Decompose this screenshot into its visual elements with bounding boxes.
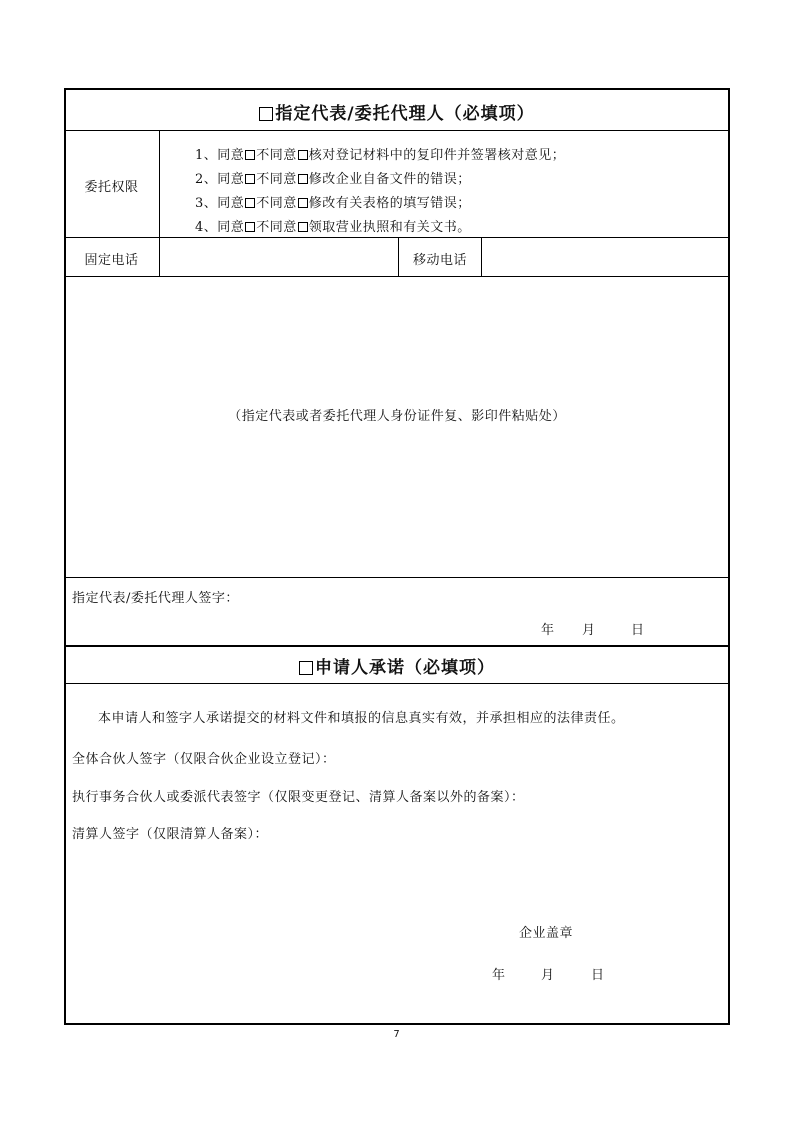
authority-item: 2、同意 不同意 修改企业自备文件的错误；	[195, 172, 471, 187]
promise-section-title	[64, 653, 730, 678]
agree-checkbox[interactable]	[245, 150, 255, 160]
authority-item: 4、同意 不同意 领取营业执照和有关文书。	[195, 220, 471, 235]
rule-above-promise-title	[64, 645, 730, 647]
disagree-checkbox[interactable]	[298, 150, 308, 160]
agree-checkbox[interactable]	[245, 222, 255, 232]
authority-item: 3、同意 不同意 修改有关表格的填写错误；	[195, 196, 471, 211]
agree-checkbox[interactable]	[245, 174, 255, 184]
liquidator-signature-label: 清算人签字（仅限清算人备案）：	[72, 827, 269, 842]
partners-signature-label: 全体合伙人签字（仅限合伙企业设立登记）：	[72, 752, 336, 767]
rule-below-promise-title	[64, 683, 730, 684]
company-seal-label: 企业盖章	[519, 926, 574, 941]
designate-date-day: 日	[631, 623, 645, 638]
rule-below-title	[64, 130, 730, 131]
designate-signature-label: 指定代表/委托代理人签字：	[72, 591, 239, 606]
rule-phone-mobile	[481, 237, 482, 277]
authority-item: 1、同意 不同意 核对登记材料中的复印件并签署核对意见；	[195, 148, 566, 163]
table-top-border	[64, 88, 730, 90]
promise-statement: 本申请人和签字人承诺提交的材料文件和填报的信息真实有效，并承担相应的法律责任。	[98, 711, 625, 726]
disagree-checkbox[interactable]	[298, 174, 308, 184]
designate-date-year: 年	[541, 623, 555, 638]
landline-field[interactable]	[161, 239, 397, 275]
rule-below-id-area	[64, 577, 730, 578]
table-bottom-border	[64, 1023, 730, 1025]
disagree-checkbox[interactable]	[298, 198, 308, 208]
promise-date-month: 月	[541, 968, 555, 983]
page-number: 7	[393, 1029, 400, 1040]
promise-section-checkbox[interactable]	[299, 661, 313, 675]
disagree-checkbox[interactable]	[298, 222, 308, 232]
promise-date-year: 年	[492, 968, 506, 983]
mobile-field[interactable]	[483, 239, 727, 275]
table-right-border	[728, 88, 730, 1024]
designate-section-checkbox[interactable]	[259, 107, 273, 121]
rule-label-column	[159, 130, 160, 277]
designate-section-title-text: 指定代表/委托代理人（必填项）	[275, 104, 535, 124]
landline-label: 固定电话	[84, 253, 139, 268]
id-paste-area-note: （指定代表或者委托代理人身份证件复、影印件粘贴处）	[228, 409, 566, 424]
promise-date-day: 日	[591, 968, 605, 983]
agree-checkbox[interactable]	[245, 198, 255, 208]
authority-label: 委托权限	[84, 180, 139, 195]
promise-section-title-text: 申请人承诺（必填项）	[315, 658, 495, 678]
authority-list	[195, 144, 565, 240]
designate-section-title	[64, 99, 730, 124]
table-left-border	[64, 88, 66, 1024]
mobile-label: 移动电话	[412, 253, 467, 268]
rule-below-phone	[64, 276, 730, 277]
designate-date-month: 月	[582, 623, 596, 638]
executive-signature-label: 执行事务合伙人或委派代表签字（仅限变更登记、清算人备案以外的备案）：	[72, 790, 525, 805]
